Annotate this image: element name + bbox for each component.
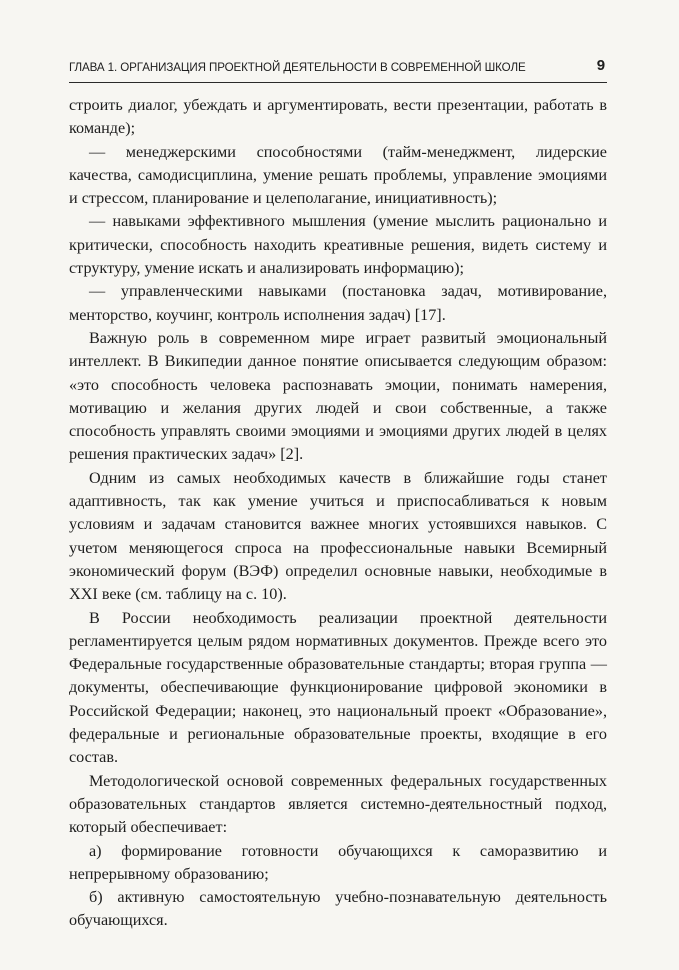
list-item: б) активную самостоятельную учебно-познавательную деятельность обучающихся.: [69, 888, 607, 930]
paragraph: Важную роль в современном мире играет развитый эмоциональный интеллект. В Википедии данное понятие описывается следующим образом: «это способность человека распознавать эмоции, понимать намерения, мотивацию и желания других людей и свои собственные, а также способность управлять своими эмоциями и эмоциями других людей в целях решения практических задач» [2].: [69, 328, 607, 464]
paragraph: Методологической основой современных федеральных государственных образовательных стандартов является системно-деятельностный подход, который обеспечивает:: [69, 771, 607, 837]
paragraph: Одним из самых необходимых качеств в ближайшие годы станет адаптивность, так как умение учиться и приспосабливаться к новым условиям и задачам становится важнее многих устоявшихся навыков. С учетом меняющегося спроса на профессиональные навыки Всемирный экономический форум (ВЭФ) определил основные навыки, необходимые в XXI веке (см. таблицу на с. 10).: [69, 468, 607, 604]
page-body: [69, 94, 607, 933]
paragraph: — навыками эффективного мышления (умение мыслить рационально и критически, способность находить креативные решения, видеть систему и структуру, умение искать и анализировать информацию);: [69, 212, 607, 278]
page-number: 9: [596, 57, 605, 74]
list-item: а) формирование готовности обучающихся к саморазвитию и непрерывному образованию;: [69, 841, 607, 883]
paragraph: — управленческими навыками (постановка задач, мотивирование, менторство, коучинг, контроль исполнения задач) [17].: [69, 282, 607, 324]
paragraph: — менеджерскими способностями (тайм-менеджмент, лидерские качества, самодисциплина, умение решать проблемы, управление эмоциями и стрессом, планирование и целеполагание, инициативность);: [69, 142, 607, 208]
running-header: [69, 56, 607, 83]
paragraph: строить диалог, убеждать и аргументировать, вести презентации, работать в команде);: [69, 96, 607, 138]
paragraph: В России необходимость реализации проектной деятельности регламентируется целым рядом нормативных документов. Прежде всего это Федеральные государственные образовательные стандарты; вторая группа — документы, обеспечивающие функционирование цифровой экономики в Российской Федерации; наконец, это национальный проект «Образование», федеральные и региональные образовательные проекты, входящие в его состав.: [69, 608, 607, 767]
chapter-title: ГЛАВА 1. ОРГАНИЗАЦИЯ ПРОЕКТНОЙ ДЕЯТЕЛЬНОСТИ В СОВРЕМЕННОЙ ШКОЛЕ: [69, 61, 526, 74]
